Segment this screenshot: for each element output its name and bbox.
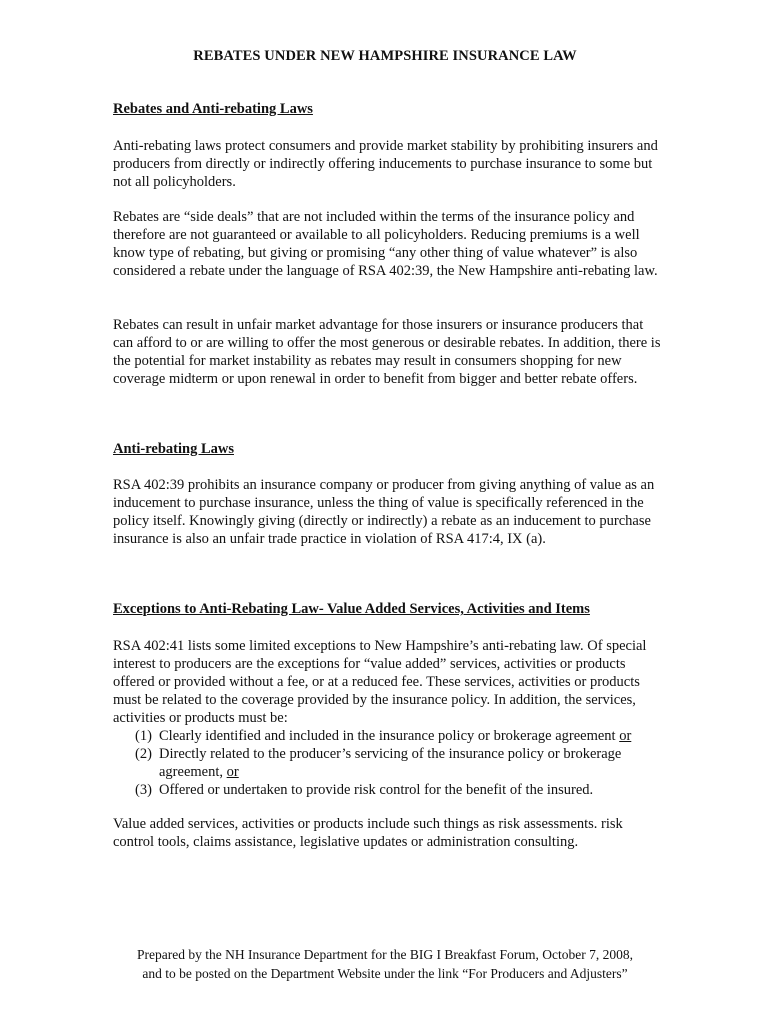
footer-line-1: Prepared by the NH Insurance Department for the BIG I Breakfast Forum, October 7, 2008, xyxy=(137,947,633,962)
document-title: REBATES UNDER NEW HAMPSHIRE INSURANCE LAW xyxy=(193,48,577,64)
paragraph-anti-rebating-purpose: Anti-rebating laws protect consumers and provide market stability by prohibiting insurers and producers from directly or indirectly offering inducements to purchase insurance to some but not all policyholders. xyxy=(113,138,658,190)
footer-line-2: and to be posted on the Department Website under the link “For Producers and Adjusters” xyxy=(142,966,628,981)
section-heading-exceptions: Exceptions to Anti-Rebating Law- Value Added Services, Activities and Items xyxy=(113,601,590,617)
paragraph-rsa-402-39: RSA 402:39 prohibits an insurance company or producer from giving anything of value as an inducement to purchase insurance, unless the thing of value is specifically referenced in the policy itself. Knowingly giving (directly or indirectly) a rebate as an inducement to purchase insurance is also an unfair trade practice in violation of RSA 417:4, IX (a). xyxy=(113,477,655,547)
list-item xyxy=(113,727,673,745)
requirements-list xyxy=(113,727,673,799)
list-item-text: Clearly identified and included in the insurance policy or brokerage agreement xyxy=(159,728,620,744)
paragraph-side-deals: Rebates are “side deals” that are not included within the terms of the insurance policy and therefore are not guaranteed or available to all policyholders. Reducing premiums is a well know type of rebating, but giving or promising “any other thing of value whatever” is also considered a rebate under the language of RSA 402:39, the New Hampshire anti-rebating law. xyxy=(113,209,658,279)
list-item-conjunction: or xyxy=(226,764,239,780)
list-item xyxy=(113,745,673,781)
list-item-text: Directly related to the producer’s servicing of the insurance policy or brokerage agreement, xyxy=(159,746,622,780)
section-heading-rebates: Rebates and Anti-rebating Laws xyxy=(113,101,313,117)
list-item-conjunction: or xyxy=(619,728,632,744)
list-item-number: (3) xyxy=(135,782,152,798)
paragraph-value-added: Value added services, activities or products include such things as risk assessments. risk control tools, claims assistance, legislative updates or administration consulting. xyxy=(113,816,623,850)
footer-note xyxy=(0,945,770,983)
list-item xyxy=(113,781,673,799)
list-item-text: Offered or undertaken to provide risk control for the benefit of the insured. xyxy=(159,782,594,798)
section-heading-anti-rebating-laws: Anti-rebating Laws xyxy=(113,441,234,457)
paragraph-rsa-402-41: RSA 402:41 lists some limited exceptions to New Hampshire’s anti-rebating law. Of special interest to producers are the exceptions for “value added” services, activities or products offered or provided without a fee, or at a reduced fee. These services, activities or products must be related to the coverage provided by the insurance policy. In addition, the services, activities or products must be: xyxy=(113,638,647,726)
paragraph-unfair-advantage: Rebates can result in unfair market advantage for those insurers or insurance producers that can afford to or are willing to offer the most generous or desirable rebates. In addition, there is the potential for market instability as rebates may result in consumers shopping for new coverage midterm or upon renewal in order to benefit from bigger and better rebate offers. xyxy=(113,317,661,387)
list-item-number: (2) xyxy=(135,746,152,762)
list-item-number: (1) xyxy=(135,728,152,744)
